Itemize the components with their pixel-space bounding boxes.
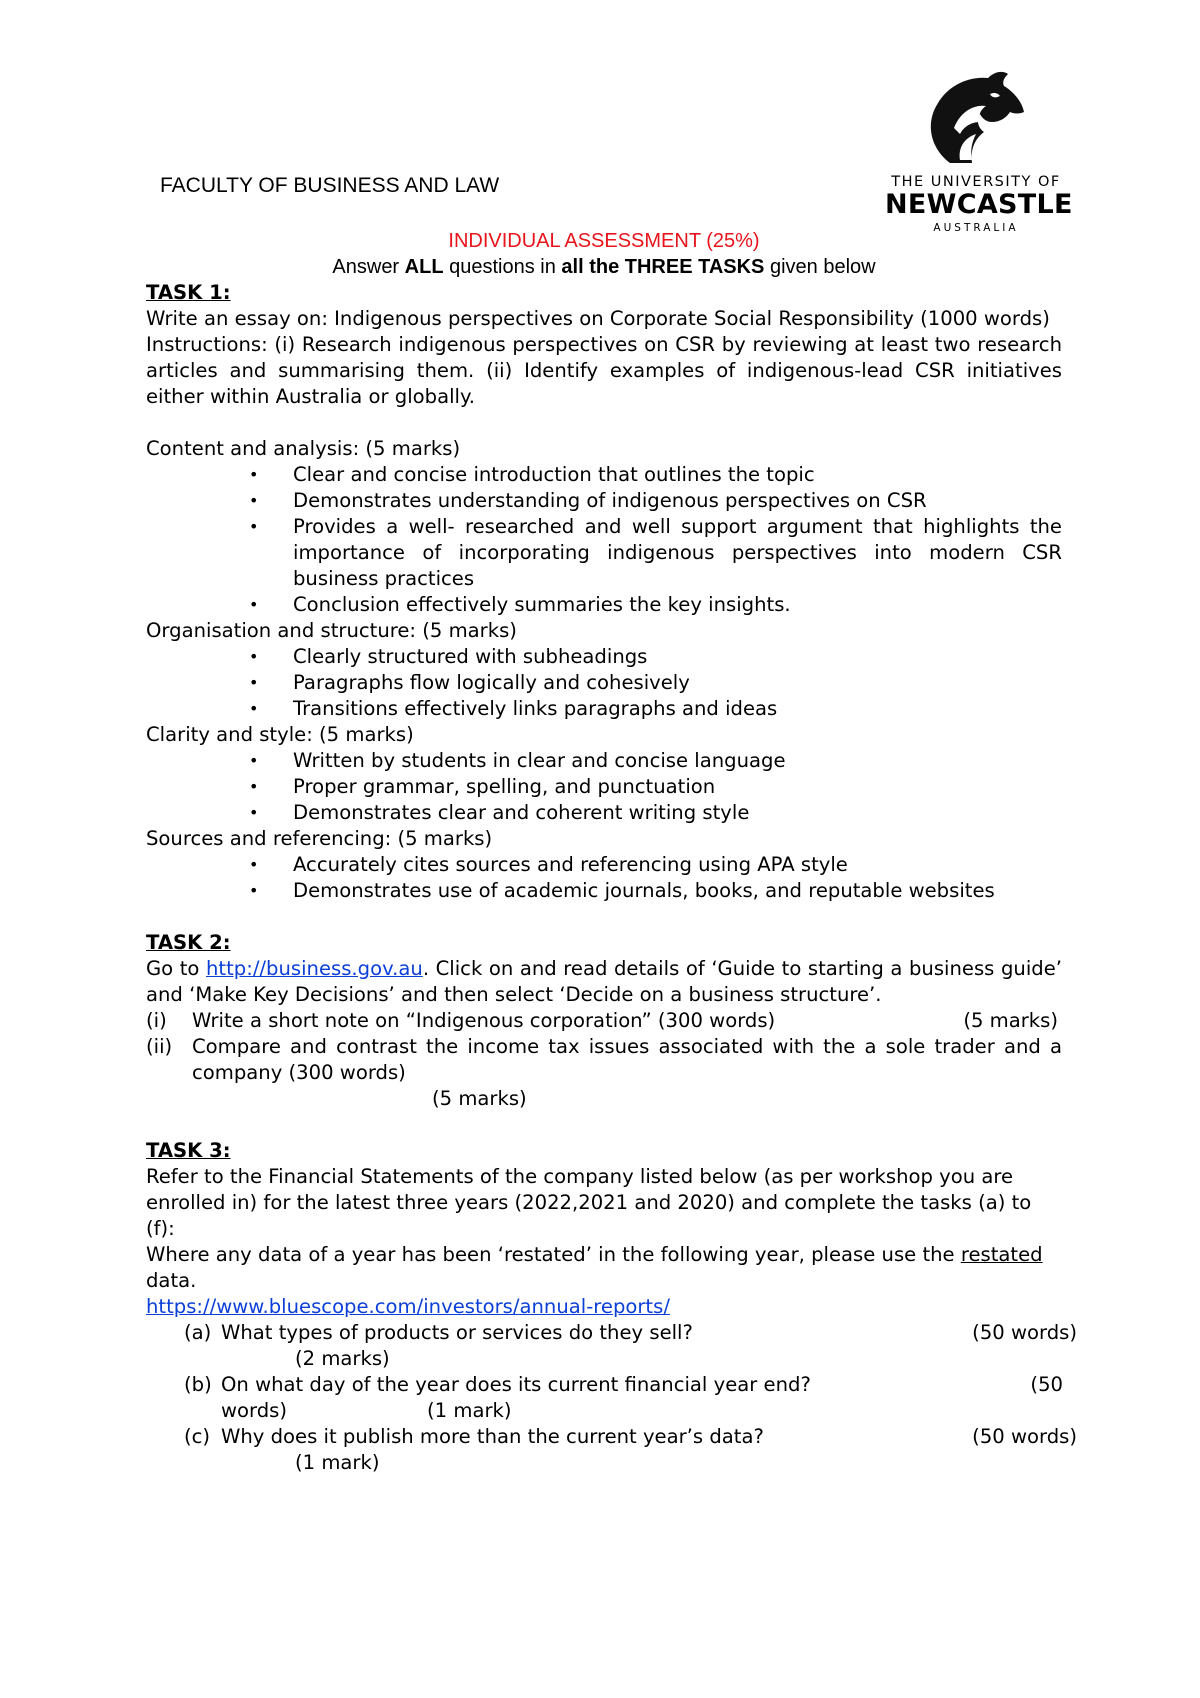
list-item: • Conclusion effectively summaries the key insights. xyxy=(146,592,1062,618)
item-text: Write a short note on “Indigenous corporation” (300 words) xyxy=(192,1009,776,1032)
university-logo xyxy=(880,68,1073,238)
task3-intro: Refer to the Financial Statements of the company listed below (as per workshop you are enrolled in) for the latest three years (2022,2021 and 2020) and complete the tasks (a) to (f): xyxy=(146,1165,1032,1240)
item-marks: (5 marks) xyxy=(432,1087,527,1110)
item-number: (ii) xyxy=(146,1035,173,1058)
item-words-2: words) xyxy=(221,1399,288,1422)
item-marks: (5 marks) xyxy=(963,1009,1058,1032)
task3-heading: TASK 3: xyxy=(146,1139,231,1162)
instruction-mid: questions in xyxy=(443,256,562,278)
task1-essay: Write an essay on: Indigenous perspectives on Corporate Social Responsibility (1000 words) xyxy=(146,307,1050,330)
item-marks: (1 mark) xyxy=(427,1399,512,1422)
list-item: • Clear and concise introduction that outlines the topic xyxy=(146,462,1062,488)
list-item: • Demonstrates understanding of indigenous perspectives on CSR xyxy=(146,488,1062,514)
business-gov-link[interactable]: http://business.gov.au xyxy=(206,957,423,980)
list-item: • Transitions effectively links paragraphs and ideas xyxy=(146,696,1062,722)
logo-line-3: AUSTRALIA xyxy=(933,222,1019,234)
section-label: Content and analysis: (5 marks) xyxy=(146,437,461,460)
section-label: Organisation and structure: (5 marks) xyxy=(146,619,517,642)
item-marks: (2 marks) xyxy=(295,1347,390,1370)
item-words: (50 words) xyxy=(972,1321,1077,1344)
task2-after-link: . Click on and read details of ‘Guide to starting a business guide’ and ‘Make Key Decisions’ and then select ‘Decide on a business structure’. xyxy=(146,957,1062,1006)
list-item: • Provides a well- researched and well support argument that highlights the importance of incorporating indigenous perspectives into modern CSR business practices xyxy=(146,514,1062,592)
item-text: Compare and contrast the income tax issues associated with the a sole trader and a company (300 words) xyxy=(192,1035,1062,1084)
section-list xyxy=(146,748,1062,826)
instruction-post: given below xyxy=(764,256,876,278)
list-item: • Demonstrates clear and coherent writing style xyxy=(146,800,1062,826)
section-label: Clarity and style: (5 marks) xyxy=(146,723,414,746)
item-number: (a) xyxy=(184,1321,212,1344)
task2-intro xyxy=(146,956,1062,1008)
task2-go-to: Go to xyxy=(146,957,206,980)
answer-instruction xyxy=(146,254,1062,280)
logo-line-1: THE UNIVERSITY OF xyxy=(891,174,1061,190)
logo-line-2: NEWCASTLE xyxy=(885,189,1073,220)
section-label: Sources and referencing: (5 marks) xyxy=(146,827,493,850)
section-list xyxy=(146,644,1062,722)
list-item: • Written by students in clear and concise language xyxy=(146,748,1062,774)
section-list xyxy=(146,852,1062,904)
document-body xyxy=(146,228,1077,1476)
bluescope-annual-reports-link[interactable]: https://www.bluescope.com/investors/annual-reports/ xyxy=(146,1295,670,1318)
list-item: • Clearly structured with subheadings xyxy=(146,644,1062,670)
item-number: (b) xyxy=(184,1373,212,1396)
faculty-heading: FACULTY OF BUSINESS AND LAW xyxy=(160,174,500,197)
item-text: On what day of the year does its current financial year end? xyxy=(221,1373,811,1396)
task3-item-b xyxy=(146,1372,1141,1424)
item-words-marks-line xyxy=(221,1398,1141,1424)
item-text: What types of products or services do they sell? xyxy=(221,1321,693,1344)
item-text-wrap xyxy=(192,1034,1062,1086)
task3-restated xyxy=(146,1242,1046,1294)
restated-word: restated xyxy=(960,1243,1043,1266)
list-item: • Demonstrates use of academic journals, books, and reputable websites xyxy=(146,878,1062,904)
instruction-bold-tasks: all the THREE TASKS xyxy=(561,256,765,278)
section-list xyxy=(146,462,1062,618)
list-item: • Proper grammar, spelling, and punctuation xyxy=(146,774,1062,800)
task1-heading: TASK 1: xyxy=(146,281,231,304)
restated-pre: Where any data of a year has been ‘restated’ in the following year, please use the xyxy=(146,1243,961,1266)
item-text: Why does it publish more than the current year’s data? xyxy=(221,1425,764,1448)
task2-item-ii xyxy=(146,1034,1062,1112)
item-number: (i) xyxy=(146,1009,167,1032)
item-words: (50 words) xyxy=(972,1425,1077,1448)
instruction-bold-all: ALL xyxy=(404,256,444,278)
item-words: (50 xyxy=(1030,1373,1063,1396)
assessment-title: INDIVIDUAL ASSESSMENT (25%) xyxy=(448,230,760,252)
task3-item-c xyxy=(146,1424,1141,1476)
list-item: • Paragraphs flow logically and cohesively xyxy=(146,670,1062,696)
restated-post: data. xyxy=(146,1269,197,1292)
instruction-pre: Answer xyxy=(332,256,405,278)
list-item: • Accurately cites sources and referencing using APA style xyxy=(146,852,1062,878)
item-marks: (1 mark) xyxy=(295,1451,380,1474)
item-number: (c) xyxy=(184,1425,211,1448)
task2-item-i xyxy=(146,1008,1062,1034)
horse-head-logo-icon xyxy=(920,68,1030,168)
task1-instructions: Instructions: (i) Research indigenous perspectives on CSR by reviewing at least two research articles and summarising them. (ii) Identify examples of indigenous-lead CSR initiatives either within Australia or globally. xyxy=(146,333,1062,408)
task2-heading: TASK 2: xyxy=(146,931,231,954)
task3-item-a xyxy=(146,1320,1141,1372)
